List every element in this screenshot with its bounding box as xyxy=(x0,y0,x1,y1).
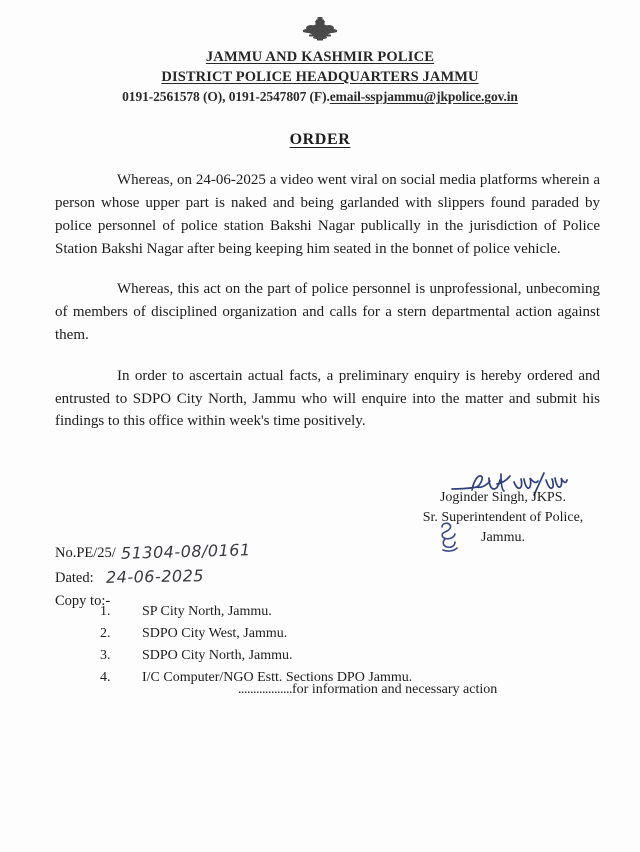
paragraph-2: Whereas, this act on the part of police personnel is unprofessional, unbecoming of members of disciplined organization and calls for a stern departmental action against them. xyxy=(55,281,600,343)
document-header xyxy=(0,0,640,105)
contact-phones: 0191-2561578 (O), 0191-2547807 (F). xyxy=(122,89,330,105)
reference-number-row xyxy=(55,540,250,565)
list-item-number: 1. xyxy=(100,604,111,619)
reference-number-label: No.PE/25/ xyxy=(55,545,116,561)
footnote-text: for information and necessary action xyxy=(292,682,498,697)
signatory-name: Joginder Singh, JKPS. xyxy=(439,490,567,505)
signatory-place: Jammu. xyxy=(481,529,525,545)
reference-date-row xyxy=(55,565,250,590)
list-item xyxy=(100,645,412,667)
organization-name: JAMMU AND KASHMIR POLICE xyxy=(205,49,435,65)
list-item-label: I/C Computer/NGO Estt. Sections DPO Jammu. xyxy=(142,670,413,686)
signature-block xyxy=(398,488,608,548)
reference-number-handwritten: 51304-08/0161 xyxy=(120,540,251,563)
copy-to-label: Copy to:- xyxy=(55,592,111,609)
copy-distribution-list xyxy=(100,601,412,689)
footnote xyxy=(238,682,497,698)
list-item-number: 3. xyxy=(100,648,111,664)
list-item-number: 4. xyxy=(100,670,111,686)
list-item xyxy=(100,623,412,645)
paragraph-1: Whereas, on 24-06-2025 a video went viral on social media platforms wherein a person whose upper part is naked and being garlanded with slippers found paraded by police personnel of police station Bakshi Nagar publically in the jurisdiction of Police Station Bakshi Nagar after being keeping him seated in the bonnet of police vehicle. xyxy=(55,172,600,257)
reference-date-handwritten: 24-06-2025 xyxy=(105,565,204,587)
list-item-number: 2. xyxy=(100,626,111,642)
footnote-dots: .................. xyxy=(238,682,292,697)
reference-date-label: Dated: xyxy=(55,569,94,586)
office-name: DISTRICT POLICE HEADQUARTERS JAMMU xyxy=(161,68,479,85)
page-title: ORDER xyxy=(289,131,351,149)
contact-email: email-sspjammu@jkpolice.gov.in xyxy=(329,89,518,105)
list-item-label: SDPO City North, Jammu. xyxy=(142,648,293,664)
list-item-label: SP City North, Jammu. xyxy=(142,604,272,619)
contact-line xyxy=(0,89,640,105)
list-item-label: SDPO City West, Jammu. xyxy=(142,626,288,642)
list-item xyxy=(100,601,412,623)
national-emblem-icon xyxy=(297,16,343,46)
paragraph-3: In order to ascertain actual facts, a preliminary enquiry is hereby ordered and entrusted to SDPO City North, Jammu who will enquire into the matter and submit his findings to this office within week's time positively. xyxy=(55,367,600,430)
signatory-designation: Sr. Superintendent of Police, xyxy=(422,509,584,525)
document-body xyxy=(55,169,600,433)
